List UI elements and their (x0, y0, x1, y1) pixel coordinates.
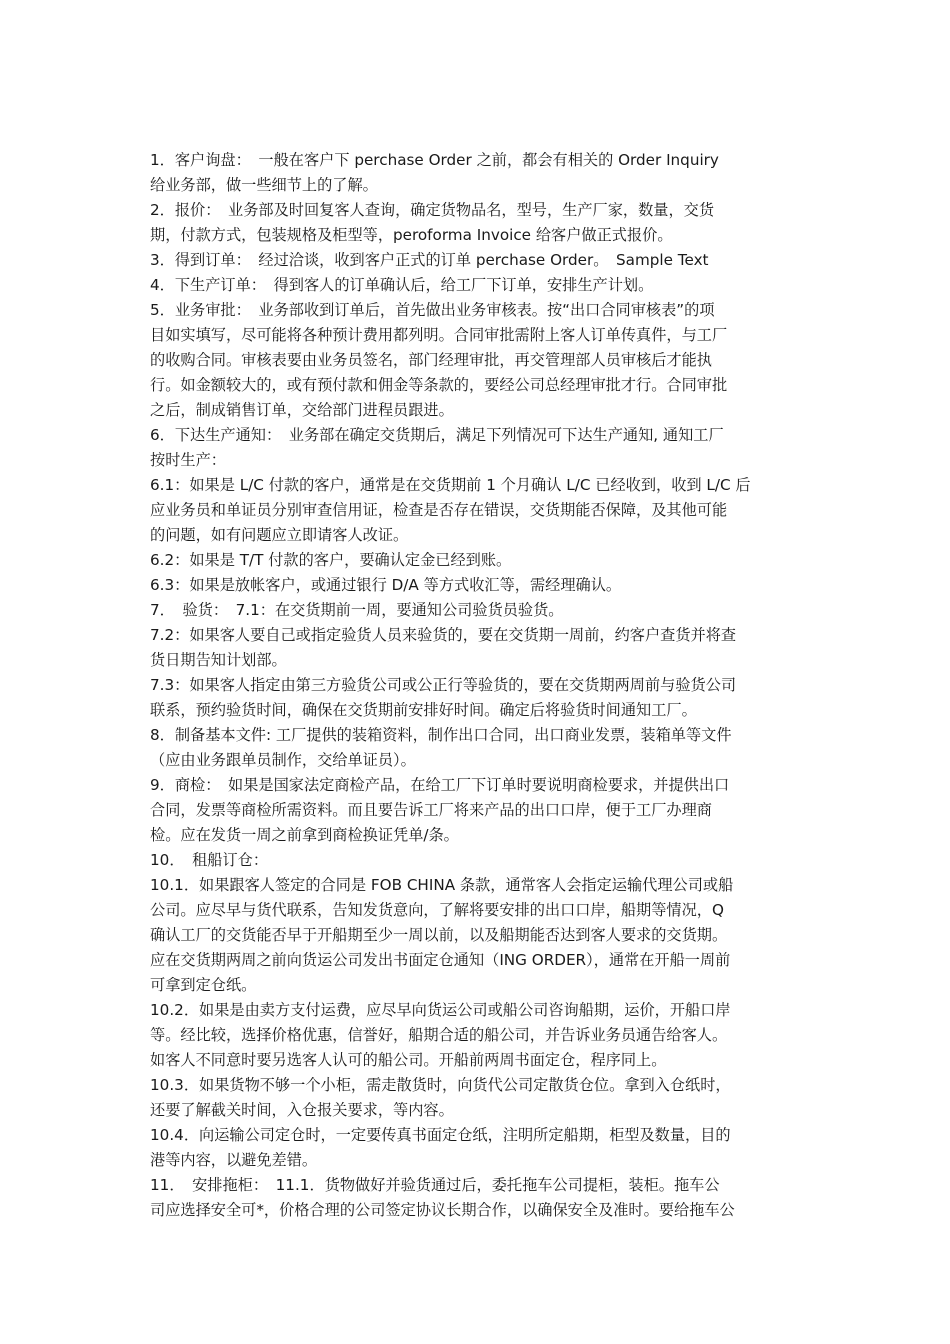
text-line: 货日期告知计划部。 (150, 651, 287, 669)
text-line: 1．客户询盘： 一般在客户下 perchase Order 之前，都会有相关的 Order Inquiry (150, 151, 719, 169)
text-line: 合同，发票等商检所需资料。而且要告诉工厂将来产品的出口口岸，便于工厂办理商 (150, 801, 712, 819)
text-line: 给业务部，做一些细节上的了解。 (150, 176, 378, 194)
text-line: 7.3：如果客人指定由第三方验货公司或公正行等验货的，要在交货期两周前与验货公司 (150, 676, 737, 694)
text-line: 等。经比较，选择价格优惠，信誉好，船期合适的船公司，并告诉业务员通告给客人。 (150, 1026, 728, 1044)
text-line: 10.1．如果跟客人签定的合同是 FOB CHINA 条款，通常客人会指定运输代理公司或船 (150, 876, 734, 894)
text-line: 港等内容，以避免差错。 (150, 1151, 318, 1169)
text-line: 应在交货期两周之前向货运公司发出书面定仓通知（ING ORDER），通常在开船一周前 (150, 951, 731, 969)
text-line: 的问题，如有问题应立即请客人改证。 (150, 526, 409, 544)
text-line: 6.2：如果是 T/T 付款的客户，要确认定金已经到账。 (150, 551, 512, 569)
text-line: 6．下达生产通知： 业务部在确定交货期后，满足下列情况可下达生产通知, 通知工厂 (150, 426, 724, 444)
text-line: 联系，预约验货时间，确保在交货期前安排好时间。确定后将验货时间通知工厂。 (150, 701, 697, 719)
text-line: 司应选择安全可*，价格合理的公司签定协议长期合作，以确保安全及准时。要给拖车公 (150, 1201, 735, 1219)
text-line: 目如实填写，尽可能将各种预计费用都列明。合同审批需附上客人订单传真件，与工厂 (150, 326, 728, 344)
text-line: 10.3．如果货物不够一个小柜，需走散货时，向货代公司定散货仓位。拿到入仓纸时， (150, 1076, 731, 1094)
text-line: 10.2．如果是由卖方支付运费，应尽早向货运公司或船公司咨询船期，运价，开船口岸 (150, 1001, 731, 1019)
text-line: 还要了解截关时间，入仓报关要求，等内容。 (150, 1101, 454, 1119)
text-line: 2．报价： 业务部及时回复客人查询，确定货物品名，型号，生产厂家，数量，交货 (150, 201, 715, 219)
text-line: 期，付款方式，包装规格及柜型等，peroforma Invoice 给客户做正式报价。 (150, 226, 673, 244)
text-line: 10.4．向运输公司定仓时，一定要传真书面定仓纸，注明所定船期，柜型及数量，目的 (150, 1126, 731, 1144)
text-line: 8．制备基本文件: 工厂提供的装箱资料，制作出口合同，出口商业发票，装箱单等文件 (150, 726, 732, 744)
text-line: 之后，制成销售订单，交给部门进程员跟进。 (150, 401, 454, 419)
text-line: 7.2：如果客人要自己或指定验货人员来验货的，要在交货期一周前，约客户查货并将查 (150, 626, 737, 644)
text-line: 5．业务审批： 业务部收到订单后，首先做出业务审核表。按“出口合同审核表”的项 (150, 301, 715, 319)
text-line: 10． 租船订仓： (150, 851, 269, 869)
text-line: 9．商检： 如果是国家法定商检产品，在给工厂下订单时要说明商检要求，并提供出口 (150, 776, 730, 794)
text-line: 按时生产： (150, 451, 226, 469)
text-line: 如客人不同意时要另选客人认可的船公司。开船前两周书面定仓，程序同上。 (150, 1051, 667, 1069)
text-line: 确认工厂的交货能否早于开船期至少一周以前，以及船期能否达到客人要求的交货期。 (150, 926, 728, 944)
text-line: 4．下生产订单： 得到客人的订单确认后，给工厂下订单，安排生产计划。 (150, 276, 654, 294)
text-line: 检。应在发货一周之前拿到商检换证凭单/条。 (150, 826, 459, 844)
text-line: 6.1：如果是 L/C 付款的客户，通常是在交货期前 1 个月确认 L/C 已经收到，收到 L/C 后 (150, 476, 751, 494)
text-line: 11． 安排拖柜： 11.1．货物做好并验货通过后，委托拖车公司提柜，装柜。拖车公 (150, 1176, 720, 1194)
text-line: （应由业务跟单员制作，交给单证员）。 (150, 751, 416, 769)
text-line: 可拿到定仓纸。 (150, 976, 257, 994)
text-line: 6.3：如果是放帐客户，或通过银行 D/A 等方式收汇等，需经理确认。 (150, 576, 622, 594)
document-body (150, 148, 810, 1223)
text-line: 行。如金额较大的，或有预付款和佣金等条款的，要经公司总经理审批才行。合同审批 (150, 376, 728, 394)
text-line: 3．得到订单： 经过洽谈，收到客户正式的订单 perchase Order。 Sample Text (150, 251, 709, 269)
text-line: 应业务员和单证员分别审查信用证，检查是否存在错误，交货期能否保障，及其他可能 (150, 501, 728, 519)
text-line: 公司。应尽早与货代联系，告知发货意向，了解将要安排的出口口岸，船期等情况，Q (150, 901, 724, 919)
text-line: 7． 验货： 7.1：在交货期前一周，要通知公司验货员验货。 (150, 601, 564, 619)
text-line: 的收购合同。审核表要由业务员签名，部门经理审批，再交管理部人员审核后才能执 (150, 351, 712, 369)
